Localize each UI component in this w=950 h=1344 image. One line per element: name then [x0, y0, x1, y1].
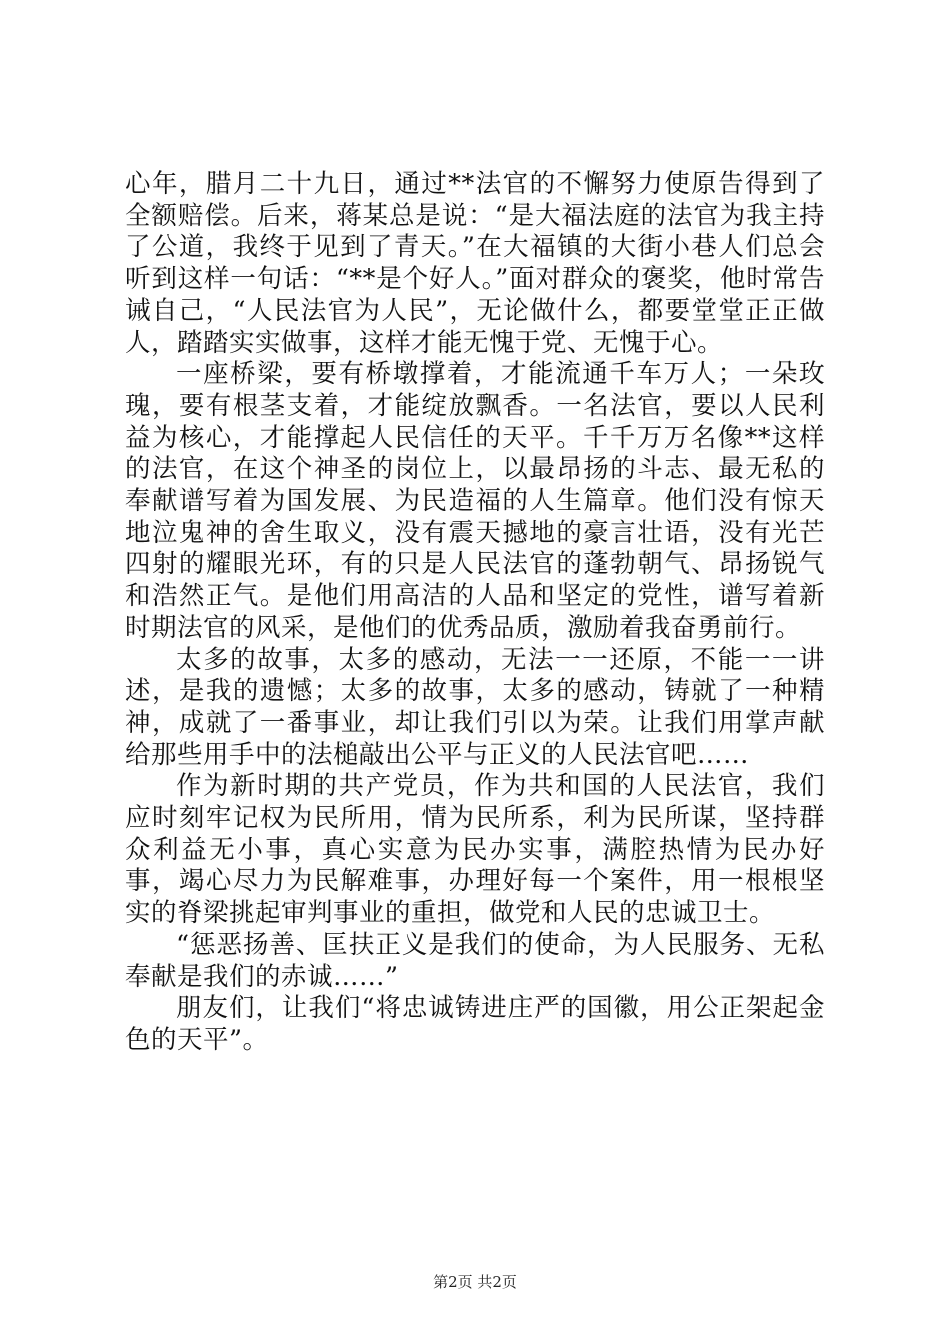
page-footer: 第2页 共2页 [433, 1273, 517, 1291]
paragraph-4: 作为新时期的共产党员，作为共和国的人民法官，我们应时刻牢记权为民所用，情为民所系，利为民所谋，坚持群众利益无小事，真心实意为民办实事，满腔热情为民办好事，竭心尽力为民解难事，办理好每一个案件，用一根根坚实的脊梁挑起审判事业的重担，做党和人民的忠诚卫士。 [125, 771, 825, 929]
document-body [125, 169, 825, 1057]
paragraph-1: 心年，腊月二十九日，通过**法官的不懈努力使原告得到了全额赔偿。后来，蒋某总是说：“是大福法庭的法官为我主持了公道，我终于见到了青天。”在大福镇的大街小巷人们总会听到这样一句话：“**是个好人。”面对群众的褒奖，他时常告诫自己，“人民法官为人民”，无论做什么，都要堂堂正正做人，踏踏实实做事，这样才能无愧于党、无愧于心。 [125, 169, 825, 358]
paragraph-5: “惩恶扬善、匡扶正义是我们的使命，为人民服务、无私奉献是我们的赤诚……” [125, 929, 825, 992]
paragraph-6: 朋友们，让我们“将忠诚铸进庄严的国徽，用公正架起金色的天平”。 [125, 993, 825, 1055]
paragraph-3: 太多的故事，太多的感动，无法一一还原，不能一一讲述，是我的遗憾；太多的故事，太多的感动，铸就了一种精神，成就了一番事业，却让我们引以为荣。让我们用掌声献给那些用手中的法槌敲出公平与正义的人民法官吧…… [125, 644, 825, 770]
paragraph-2: 一座桥梁，要有桥墩撑着，才能流通千车万人；一朵玫瑰，要有根茎支着，才能绽放飘香。一名法官，要以人民利益为核心，才能撑起人民信任的天平。千千万万名像**这样的法官，在这个神圣的岗位上，以最昂扬的斗志、最无私的奉献谱写着为国发展、为民造福的人生篇章。他们没有惊天地泣鬼神的舍生取义，没有震天撼地的豪言壮语，没有光芒四射的耀眼光环，有的只是人民法官的蓬勃朝气、昂扬锐气和浩然正气。是他们用高洁的人品和坚定的党性，谱写着新时期法官的风采，是他们的优秀品质，激励着我奋勇前行。 [125, 359, 825, 643]
